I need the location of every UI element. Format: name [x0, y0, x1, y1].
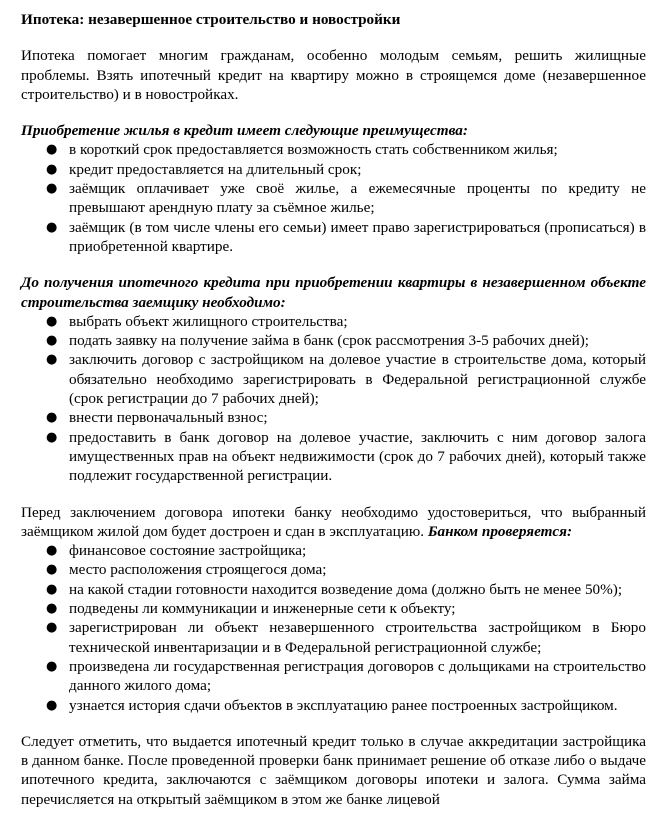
bullet-icon: ● — [46, 429, 58, 445]
list-item: ● зарегистрирован ли объект незавершенного строительства застройщиком в Бюро технической инвентаризации и в Федеральной регистрационной службе; — [46, 619, 646, 656]
list-item: ● узнается история сдачи объектов в эксплуатацию ранее построенных застройщиком. — [46, 696, 618, 714]
bank-check-text: Перед заключением договора ипотеки банку необходимо удостовериться, что выбранный заёмщиком жилой дом будет достроен и сдан в эксплуатацию. — [21, 503, 646, 540]
advantages-list — [21, 140, 646, 256]
list-item: ● место расположения строящегося дома; — [46, 561, 327, 579]
requirements-heading: До получения ипотечного кредита при приобретении квартиры в незавершенном объекте строительства заемщику необходимо: — [21, 274, 646, 311]
list-item: ● в короткий срок предоставляется возможность стать собственником жилья; — [46, 141, 558, 159]
requirements-section — [21, 273, 646, 485]
list-item: ● финансовое состояние застройщика; — [46, 542, 307, 560]
page-title: Ипотека: незавершенное строительство и новостройки — [21, 11, 401, 28]
list-item: ● подведены ли коммуникации и инженерные сети к объекту; — [46, 600, 456, 618]
list-item: ● заёмщик оплачивает уже своё жилье, а ежемесячные проценты по кредиту не превышают арендную плату за съёмное жилье; — [46, 180, 646, 217]
bullet-icon: ● — [46, 543, 58, 559]
list-item: ● подать заявку на получение займа в банк (срок рассмотрения 3-5 рабочих дней); — [46, 332, 589, 350]
list-item: ● внести первоначальный взнос; — [46, 409, 268, 427]
bullet-icon: ● — [46, 410, 58, 426]
bullet-icon: ● — [46, 219, 58, 235]
list-item: ● предоставить в банк договор на долевое участие, заключить с ним договор залога имущественных прав на объект недвижимости (срок до 7 рабочих дней), который также подлежит государственной регистрации. — [46, 428, 646, 485]
requirements-list — [21, 312, 646, 486]
bank-check-section — [21, 503, 646, 715]
list-item: ● на какой стадии готовности находится возведение дома (должно быть не менее 50%); — [46, 580, 623, 598]
closing-section — [21, 732, 646, 809]
bullet-icon: ● — [46, 161, 58, 177]
bullet-icon: ● — [46, 697, 58, 713]
bank-check-list — [21, 541, 646, 715]
bank-check-paragraph — [21, 503, 646, 542]
bullet-icon: ● — [46, 581, 58, 597]
list-item: ● заключить договор с застройщиком на долевое участие в строительстве дома, который обязательно необходимо зарегистрировать в Федеральной регистрационной службе (срок регистрации до 7 рабочих дней); — [46, 351, 646, 408]
list-item: ● произведена ли государственная регистрация договоров с дольщиками на строительство данного жилого дома; — [46, 657, 646, 695]
bullet-icon: ● — [46, 333, 58, 349]
bullet-icon: ● — [46, 142, 58, 158]
advantages-section — [21, 121, 646, 256]
bullet-icon: ● — [46, 658, 58, 674]
intro-paragraph: Ипотека помогает многим гражданам, особенно молодым семьям, решить жилищные проблемы. Взять ипотечный кредит на квартиру можно в строящемся доме (незавершенное строительство) и в новостройках. — [21, 47, 646, 103]
bank-check-heading: Банком проверяется: — [427, 522, 573, 540]
list-item: ● заёмщик (в том числе члены его семьи) имеет право зарегистрироваться (прописаться) в приобретенной квартире. — [46, 218, 646, 255]
advantages-heading: Приобретение жилья в кредит имеет следующие преимущества: — [21, 122, 468, 140]
closing-paragraph: Следует отметить, что выдается ипотечный кредит только в случае аккредитации застройщика в данном банке. После проведенной проверки банк принимает решение об отказе либо о выдаче ипотечного кредита, заключаются с заёмщиком договоры ипотеки и залога. Сумма займа перечисляется на открытый заёмщиком в этом же банке лицевой — [21, 732, 646, 808]
bullet-icon: ● — [46, 562, 58, 578]
list-item: ● кредит предоставляется на длительный срок; — [46, 160, 362, 178]
bullet-icon: ● — [46, 313, 58, 329]
bullet-icon: ● — [46, 620, 58, 636]
list-item: ● выбрать объект жилищного строительства; — [46, 312, 348, 330]
bullet-icon: ● — [46, 181, 58, 197]
bullet-icon: ● — [46, 352, 58, 368]
bullet-icon: ● — [46, 601, 58, 617]
